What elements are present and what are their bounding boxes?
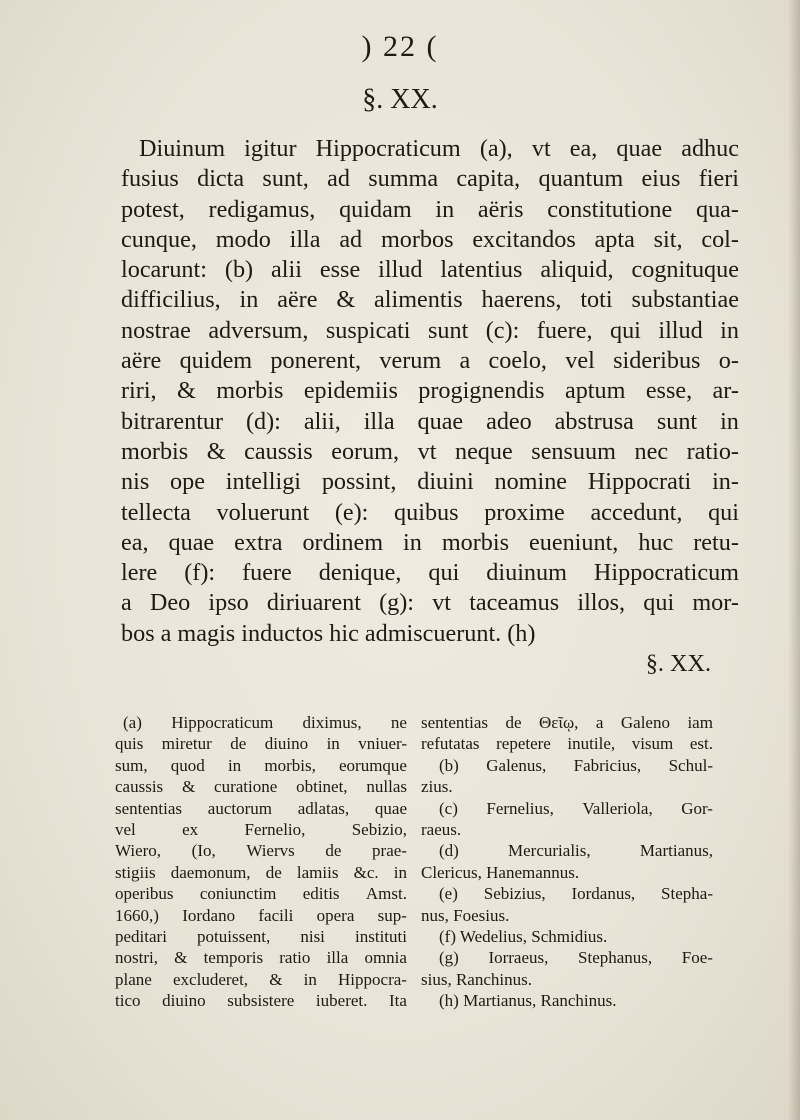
text-line: Diuinum igitur Hippocraticum (a), vt ea, quae adhuc	[139, 135, 739, 162]
footnote-line: sum, quod in morbis, eorumque	[115, 755, 407, 775]
footnote-line: sius, Ranchinus.	[421, 969, 532, 989]
main-text-block	[121, 134, 739, 679]
footnote-line: zius.	[421, 777, 453, 797]
page-edge-shadow	[788, 0, 800, 1120]
footnote-line: nostri, & temporis ratio illa omnia	[115, 948, 407, 968]
text-line: a Deo ipso diriuarent (g): vt taceamus illos, qui mor-	[121, 589, 739, 617]
footnote-line: tico diuino subsistere iuberet. Ita	[115, 991, 407, 1011]
footnote-line: operibus coniunctim editis Amst.	[115, 884, 407, 904]
catchword: §. XX.	[645, 650, 711, 678]
footnote-line: raeus.	[421, 819, 462, 839]
text-line: cunque, modo illa ad morbos excitandos apta sit, col-	[121, 225, 739, 253]
text-line: difficilius, in aëre & alimentis haerens, toti substantiae	[121, 286, 739, 314]
text-line: aëre quidem ponerent, verum a coelo, vel sideribus o-	[121, 347, 739, 375]
footnote-line: quis miretur de diuino in vniuer-	[115, 734, 407, 754]
text-line: locarunt: (b) alii esse illud latentius aliquid, cognituque	[121, 256, 739, 284]
footnote-line: (f) Wedelius, Schmidius.	[439, 926, 608, 946]
page-header: ) 22 (	[361, 30, 439, 63]
footnote-line: Clericus, Hanemannus.	[421, 862, 580, 882]
footnote-line: sententias de Θεῖῳ, a Galeno iam	[421, 713, 713, 732]
text-line: fusius dicta sunt, ad summa capita, quantum eius fieri	[121, 165, 739, 193]
footnote-line: stigiis daemonum, de lamiis &c. in	[115, 862, 407, 882]
footnote-line: (h) Martianus, Ranchinus.	[439, 991, 617, 1011]
footnote-line: Wiero, (Io, Wiervs de prae-	[115, 841, 407, 861]
footnotes-right-column	[421, 712, 713, 1011]
footnote-line: (d) Mercurialis, Martianus,	[439, 841, 713, 861]
footnote-line: caussis & curatione obtinet, nullas	[115, 777, 407, 797]
footnote-line: (c) Fernelius, Valleriola, Gor-	[439, 798, 713, 818]
text-line: tellecta voluerunt (e): quibus proxime accedunt, qui	[121, 498, 739, 526]
footnote-line: sententias auctorum adlatas, quae	[115, 798, 407, 818]
text-line: potest, redigamus, quidam in aëris constitutione qua-	[121, 195, 739, 223]
footnote-line: 1660,) Iordano facili opera sup-	[115, 905, 407, 925]
text-line: lere (f): fuere denique, qui diuinum Hippocraticum	[121, 559, 739, 587]
text-line: ea, quae extra ordinem in morbis eueniunt, huc retu-	[121, 528, 739, 556]
footnote-line: (e) Sebizius, Iordanus, Stepha-	[439, 884, 713, 904]
text-line: bos a magis inductos hic admiscuerunt. (h)	[121, 619, 536, 647]
footnote-line: nus, Foesius.	[421, 905, 510, 925]
footnote-line: plane excluderet, & in Hippocra-	[115, 969, 407, 989]
footnote-line: (a) Hippocraticum diximus, ne	[123, 713, 407, 732]
footnote-line: refutatas repetere inutile, visum est.	[421, 734, 713, 754]
footnotes	[115, 712, 741, 1042]
footnote-line: peditari potuissent, nisi instituti	[115, 926, 407, 946]
text-line: nostrae adversum, suspicati sunt (c): fuere, qui illud in	[121, 316, 739, 344]
footnote-line: (b) Galenus, Fabricius, Schul-	[439, 755, 713, 775]
text-line: morbis & caussis eorum, vt neque sensuum nec ratio-	[121, 437, 739, 465]
footnote-line: (g) Iorraeus, Stephanus, Foe-	[439, 948, 713, 968]
footnote-line: vel ex Fernelio, Sebizio,	[115, 819, 407, 839]
text-line: bitrarentur (d): alii, illa quae adeo abstrusa sunt in	[121, 407, 739, 435]
section-title: §. XX.	[362, 84, 438, 115]
footnotes-left-column	[115, 712, 407, 1011]
text-line: nis ope intelligi possint, diuini nomine Hippocrati in-	[121, 468, 739, 496]
text-line: riri, & morbis epidemiis progignendis aptum esse, ar-	[121, 377, 739, 405]
